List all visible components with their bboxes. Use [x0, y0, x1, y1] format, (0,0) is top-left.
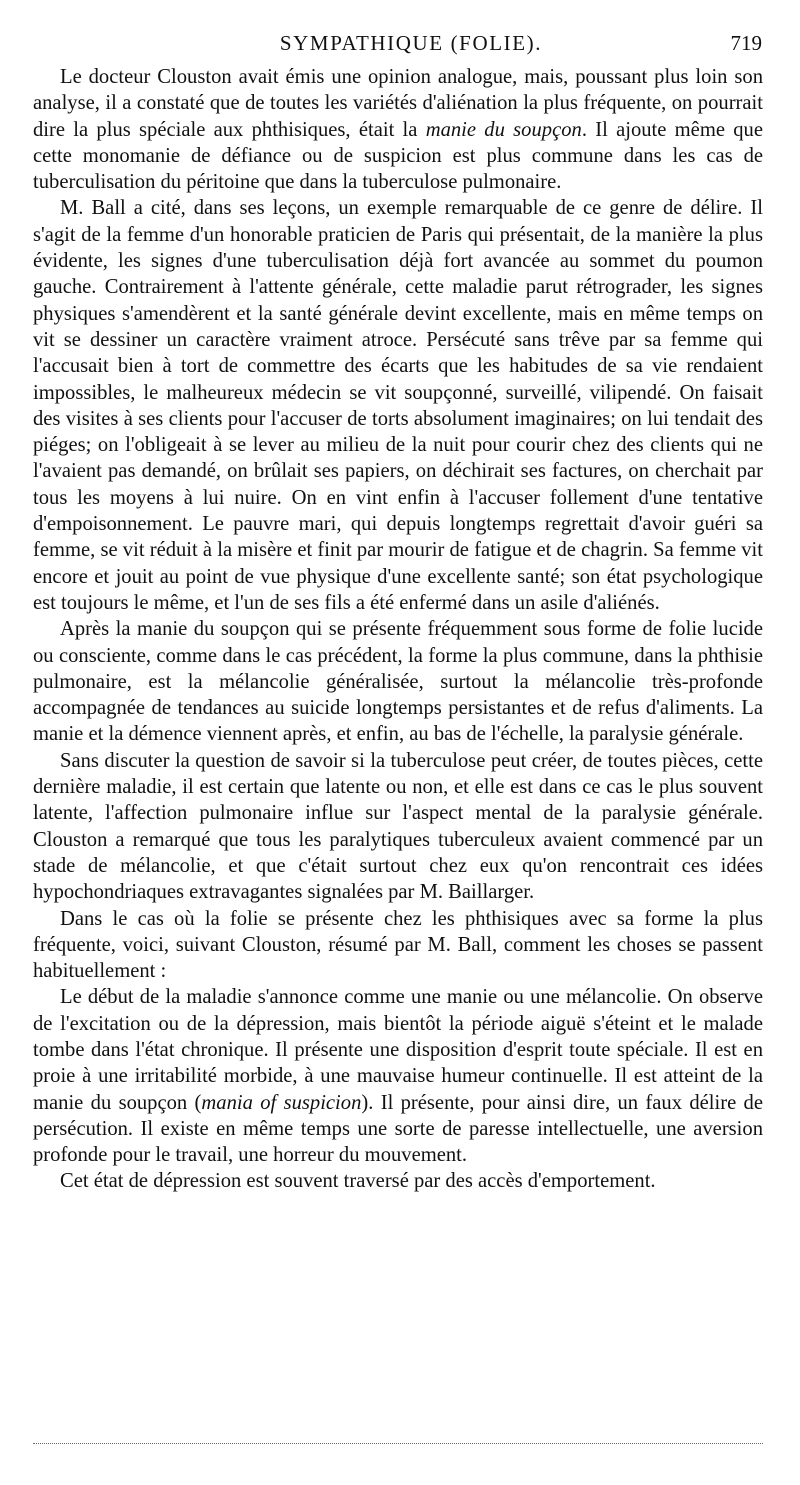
paragraph-text: . Il ajoute même que cette monomanie de défiance ou de suspicion est plus commune dans les cas de tuberculisation du péritoine que dans la tuberculose pulmonaire. — [33, 118, 763, 194]
italic-term: manie du soupçon — [425, 118, 582, 141]
paragraph — [33, 984, 763, 1168]
footer-dotted-rule — [33, 1443, 763, 1444]
paragraph-text: ). Il présente, pour ainsi dire, un faux délire de persécution. Il existe en même temps une sorte de paresse intellectuelle, une aversion profonde pour le travail, une horreur du mouvement. — [33, 1091, 763, 1167]
paragraph-text: Le docteur Clouston avait émis une opinion analogue, mais, poussant plus loin son analyse, il a constaté que de toutes les variétés d'aliénation la plus fréquente, on pourrait dire la plus spéciale aux phthisiques, était la — [33, 66, 763, 141]
paragraph-text: Cet état de dépression est souvent traversé par des accès d'emportement. — [60, 1170, 656, 1193]
paragraph — [33, 616, 763, 747]
running-head: SYMPATHIQUE (FOLIE). — [279, 31, 543, 55]
page-header — [60, 28, 762, 58]
page-number: 719 — [730, 31, 762, 55]
paragraph-text: Sans discuter la question de savoir si la tuberculose peut créer, de toutes pièces, cette dernière maladie, il est certain que latente ou non, et elle est dans ce cas le plus souvent latente, l'affection pulmonaire influe sur l'aspect mental de la paralysie générale. Clouston a remarqué que tous les paralytiques tuberculeux avaient commencé par un stade de mélancolie, et que c'était surtout chez eux qu'on rencontrait ces idées hypochondriaques extravagantes signalées par M. Baillarger. — [33, 749, 763, 904]
paragraph-text: Après la manie du soupçon qui se présente fréquemment sous forme de folie lucide ou consciente, comme dans le cas précédent, la forme la plus commune, dans la phthisie pulmonaire, est la mélancolie généralisée, surtout la mélancolie très-profonde accompagnée de tendances au suicide longtemps persistantes et de refus d'aliments. La manie et la démence viennent après, et enfin, au bas de l'échelle, la paralysie générale. — [33, 618, 763, 746]
paragraph — [33, 64, 763, 195]
paragraph — [33, 748, 763, 906]
body-text — [33, 64, 763, 1195]
paragraph-text: Dans le cas où la folie se présente chez les phthisiques avec sa forme la plus fréquente, voici, suivant Clouston, résumé par M. Ball, comment les choses se passent habituellement : — [33, 907, 763, 983]
paragraph — [33, 906, 763, 985]
paragraph-text: M. Ball a cité, dans ses leçons, un exemple remarquable de ce genre de délire. Il s'agit de la femme d'un honorable praticien de Paris qui présentait, de la manière la plus évidente, les signes d'une tuberculisation déjà fort avancée au sommet du poumon gauche. Contrairement à l'attente générale, cette maladie parut rétrograder, les signes physiques s'amendèrent et la santé générale devint excellente, mais en même temps on vit se dessiner un caractère vraiment atroce. Persécuté sans trêve par sa femme qui l'accusait bien à tort de commettre des écarts que les habitudes de sa vie rendaient impossibles, le malheureux médecin se vit soupçonné, surveillé, vilipendé. On faisait des visites à ses clients pour l'accuser de torts absolument imaginaires; on lui tendait des piéges; on l'obligeait à se lever au milieu de la nuit pour courir chez des clients qui ne l'avaient pas demandé, on brûlait ses papiers, on déchirait ses factures, on cherchait par tous les moyens à lui nuire. On en vint enfin à l'accuser follement d'une tentative d'empoisonnement. Le pauvre mari, qui depuis longtemps regrettait d'avoir guéri sa femme, se vit réduit à la misère et finit par mourir de fatigue et de chagrin. Sa femme vit encore et jouit au point de vue physique d'une excellente santé; son état psychologique est toujours le même, et l'un de ses fils a été enfermé dans un asile d'aliénés. — [33, 197, 763, 614]
paragraph — [33, 1168, 763, 1194]
italic-term: mania of suspicion — [201, 1091, 362, 1114]
paragraph — [33, 195, 763, 616]
paragraph-text: Le début de la maladie s'annonce comme une manie ou une mélancolie. On observe de l'excitation ou de la dépression, mais bientôt la période aiguë s'éteint et le malade tombe dans l'état chronique. Il présente une disposition d'esprit toute spéciale. Il est en proie à une irritabilité morbide, à une mauvaise humeur continuelle. Il est atteint de la manie du soupçon ( — [33, 986, 763, 1114]
